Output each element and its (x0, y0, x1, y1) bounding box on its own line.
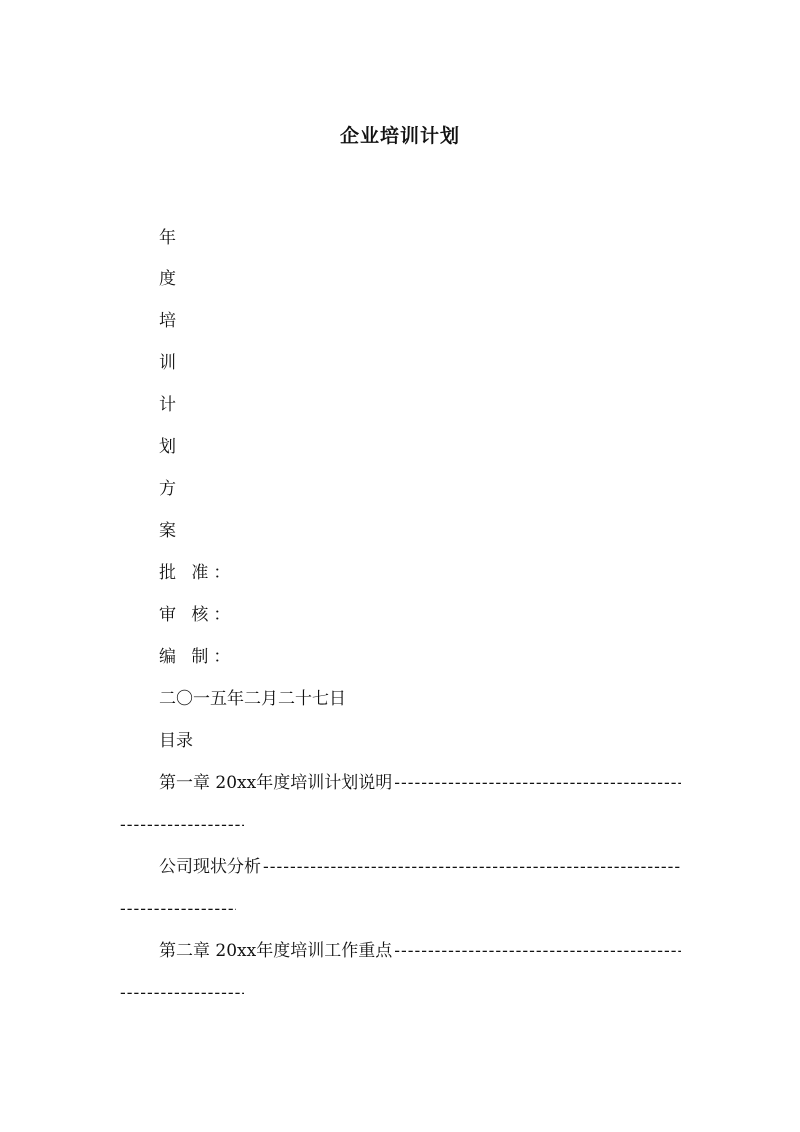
toc-entry[interactable] (159, 772, 681, 794)
toc-leader-continuation (120, 898, 236, 920)
toc-leader (394, 772, 681, 794)
vertical-char: 培 (159, 311, 176, 331)
vertical-char: 度 (159, 269, 176, 289)
prepared-label: 编 制： (159, 647, 236, 667)
vertical-char: 案 (159, 521, 176, 541)
toc-heading: 目录 (159, 731, 193, 751)
toc-leader-continuation (120, 814, 244, 836)
toc-entry[interactable] (159, 940, 681, 962)
toc-entry-label: 第二章 20xx年度培训工作重点 (159, 941, 393, 961)
toc-entry-label: 第一章 20xx年度培训计划说明 (159, 773, 393, 793)
vertical-char: 计 (159, 395, 176, 415)
toc-leader (394, 940, 681, 962)
document-date: 二〇一五年二月二十七日 (159, 689, 346, 709)
toc-leader (263, 856, 681, 878)
toc-leader-continuation (120, 982, 244, 1004)
vertical-char: 方 (159, 479, 176, 499)
vertical-char: 训 (159, 353, 176, 373)
approval-label: 批 准： (159, 563, 236, 583)
toc-entry-label: 公司现状分析 (159, 857, 261, 877)
review-label: 审 核： (159, 605, 236, 625)
vertical-char: 划 (159, 437, 176, 457)
vertical-char: 年 (159, 228, 176, 248)
toc-entry[interactable] (159, 856, 681, 878)
document-title: 企业培训计划 (339, 125, 460, 147)
